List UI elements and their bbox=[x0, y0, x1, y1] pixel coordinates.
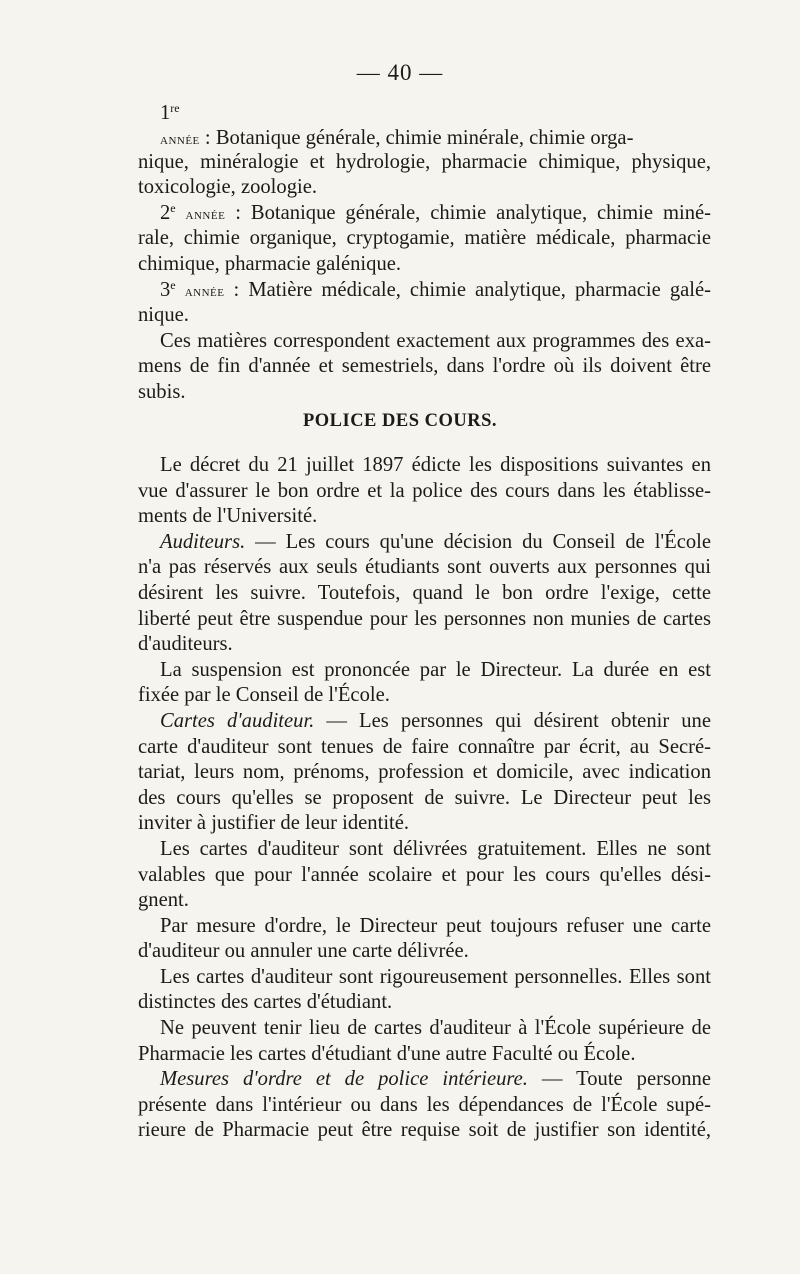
paragraph-line: Les cartes d'auditeur sont rigoureusement personnelles. Elles sont bbox=[160, 965, 711, 988]
paragraph-line: désirent les suivre. Toutefois, quand le bon ordre l'exige, cette bbox=[138, 581, 711, 604]
police-block bbox=[138, 453, 712, 1144]
paragraph-line: Les cartes d'auditeur sont délivrées gratuitement. Elles ne sont bbox=[160, 837, 711, 860]
year-3-line: nique. bbox=[138, 304, 189, 327]
mesures-first-line: Mesures d'ordre et de police intérieure. — Toute personne bbox=[160, 1068, 711, 1091]
year-2-first-line: 2e année : Botanique générale, chimie analytique, chimie miné- bbox=[160, 200, 711, 224]
paragraph-line: La suspension est prononcée par le Directeur. La durée en est bbox=[160, 658, 711, 681]
paragraph-line: carte d'auditeur sont tenues de faire connaître par écrit, au Secré- bbox=[138, 735, 711, 758]
paragraph-line: valables que pour l'année scolaire et pour les cours qu'elles dési- bbox=[138, 863, 711, 886]
year-1-line: toxicologie, zoologie. bbox=[138, 176, 318, 199]
paragraph-line: Ne peuvent tenir lieu de cartes d'auditeur à l'École supérieure de bbox=[160, 1017, 711, 1040]
intro-line: mens de fin d'année et semestriels, dans l'ordre où ils doivent être bbox=[138, 355, 711, 378]
page-number: — 40 — bbox=[356, 60, 444, 85]
intro-line: Ces matières correspondent exactement aux programmes des exa- bbox=[160, 329, 711, 352]
year-2-line: rale, chimie organique, cryptogamie, matière médicale, pharmacie bbox=[138, 227, 711, 250]
paragraph-line: Pharmacie les cartes d'étudiant d'une autre Faculté ou École. bbox=[138, 1042, 636, 1065]
curriculum-block: 1re année : Botanique générale, chimie minérale, chimie orga- nique, minéralogie et hydrologie, pharmacie chimique, physique, toxicologie, zoologie. 2e année : Botanique générale, chimie analytique, chimie miné- rale, chimie organique, cryptogamie, matière médicale, pharmacie chimique, pharmacie galénique. 3e année : Matière médicale, chimie analytique, pharmacie galé- nique. Ces matières correspondent exactement aux programmes des exa- mens de fin d'année et semestriels, dans l'ordre où ils doivent être subis. bbox=[160, 101, 711, 406]
paragraph-line: vue d'assurer le bon ordre et la police des cours dans les établisse- bbox=[138, 479, 711, 502]
year-1-line: nique, minéralogie et hydrologie, pharmacie chimique, physique, bbox=[138, 150, 711, 173]
paragraph-line: liberté peut être suspendue pour les personnes non munies de cartes bbox=[138, 607, 711, 630]
auditeurs-first-line: Auditeurs. — Les cours qu'une décision du Conseil de l'École bbox=[160, 530, 712, 553]
intro-line: subis. bbox=[138, 380, 186, 403]
mesures-title: Mesures d'ordre et de police intérieure. bbox=[160, 1068, 528, 1091]
paragraph-line: fixée par le Conseil de l'École. bbox=[138, 684, 390, 707]
paragraph-line: des cours qu'elles se proposent de suivre. Le Directeur peut les bbox=[138, 786, 711, 809]
paragraph-line: Le décret du 21 juillet 1897 édicte les dispositions suivantes en bbox=[160, 454, 711, 476]
year-1-first-line: 1re bbox=[160, 101, 180, 124]
paragraph-line: gnent. bbox=[138, 889, 189, 912]
paragraph-line: distinctes des cartes d'étudiant. bbox=[138, 991, 393, 1014]
paragraph-line: Par mesure d'ordre, le Directeur peut toujours refuser une carte bbox=[160, 914, 711, 937]
cartes-first-line: Cartes d'auditeur. — Les personnes qui désirent obtenir une bbox=[160, 709, 711, 732]
paragraph-line: ments de l'Université. bbox=[138, 505, 318, 528]
paragraph-line: n'a pas réservés aux seuls étudiants sont ouverts aux personnes qui bbox=[138, 556, 711, 579]
paragraph-line: d'auditeurs. bbox=[138, 633, 233, 656]
auditeurs-title: Auditeurs. bbox=[160, 530, 246, 553]
paragraph-line: tariat, leurs nom, prénoms, profession et domicile, avec indication bbox=[138, 761, 711, 784]
paragraph-line: inviter à justifier de leur identité. bbox=[138, 812, 410, 835]
cartes-title: Cartes d'auditeur. bbox=[160, 709, 315, 732]
paragraph-line: présente dans l'intérieur ou dans les dépendances de l'École supé- bbox=[138, 1093, 711, 1116]
paragraph-line: d'auditeur ou annuler une carte délivrée. bbox=[138, 940, 469, 963]
year-3-first-line: 3e année : Matière médicale, chimie analytique, pharmacie galé- bbox=[160, 277, 711, 301]
year-2-line: chimique, pharmacie galénique. bbox=[138, 252, 402, 275]
paragraph-line: rieure de Pharmacie peut être requise soit de justifier son identité, bbox=[138, 1119, 711, 1142]
section-title: POLICE DES COURS. bbox=[302, 411, 498, 431]
